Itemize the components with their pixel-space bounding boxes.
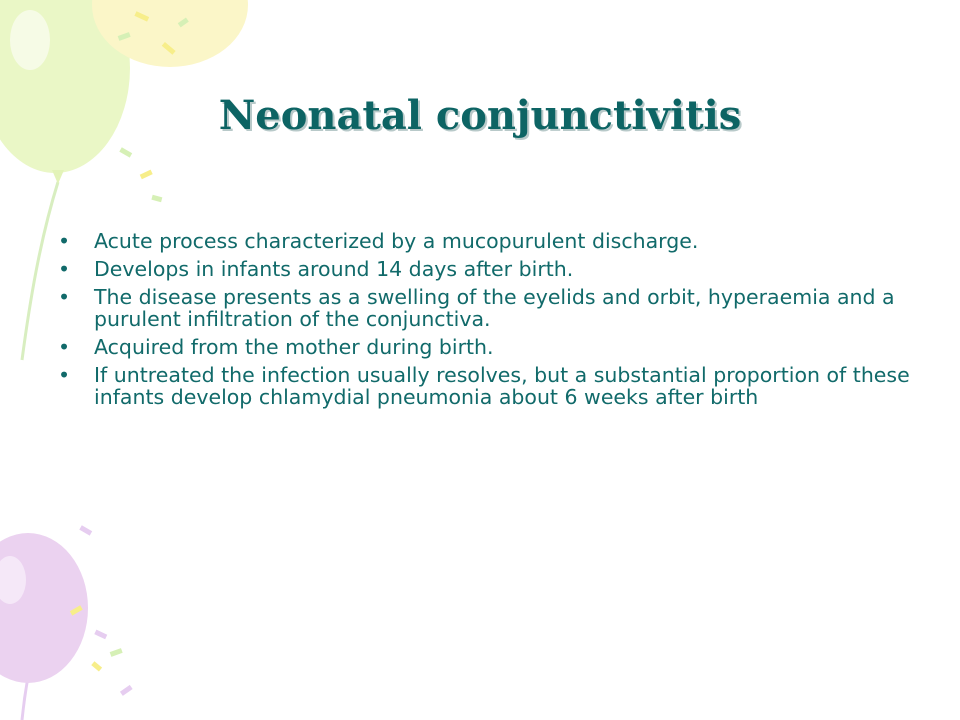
slide-title: Neonatal conjunctivitis [218, 92, 742, 139]
confetti-piece [119, 147, 132, 157]
bullet-dot: • [58, 229, 71, 253]
bullet-text: The disease presents as a swelling of the eyelids and orbit, hyperaemia and a purulent infiltration of the conjunctiva. [94, 285, 895, 331]
bullet-item [56, 336, 916, 358]
bullet-dot: • [58, 335, 71, 359]
bullet-dot: • [58, 363, 71, 387]
confetti-piece [120, 685, 133, 696]
bullet-item [56, 364, 916, 408]
bullet-item [56, 286, 916, 330]
purple-balloon [0, 533, 88, 683]
confetti-piece [110, 648, 123, 657]
confetti-piece [140, 170, 153, 180]
bullet-text: Acquired from the mother during birth. [94, 335, 494, 359]
balloon-highlight [10, 10, 50, 70]
confetti-piece [94, 630, 107, 640]
bullet-dot: • [58, 285, 71, 309]
bullet-text: Develops in infants around 14 days after birth. [94, 257, 574, 281]
balloon-string [22, 182, 58, 360]
confetti-piece [91, 661, 102, 671]
confetti-piece [151, 195, 162, 202]
confetti-piece [79, 525, 92, 535]
bullet-item [56, 258, 916, 280]
balloon-knot [52, 170, 64, 184]
bullet-item [56, 230, 916, 252]
bullet-text: Acute process characterized by a mucopurulent discharge. [94, 229, 699, 253]
bullet-dot: • [58, 257, 71, 281]
bullet-text: If untreated the infection usually resolves, but a substantial proportion of these infants develop chlamydial pneumonia about 6 weeks after birth [94, 363, 910, 409]
bullet-list [56, 230, 916, 414]
